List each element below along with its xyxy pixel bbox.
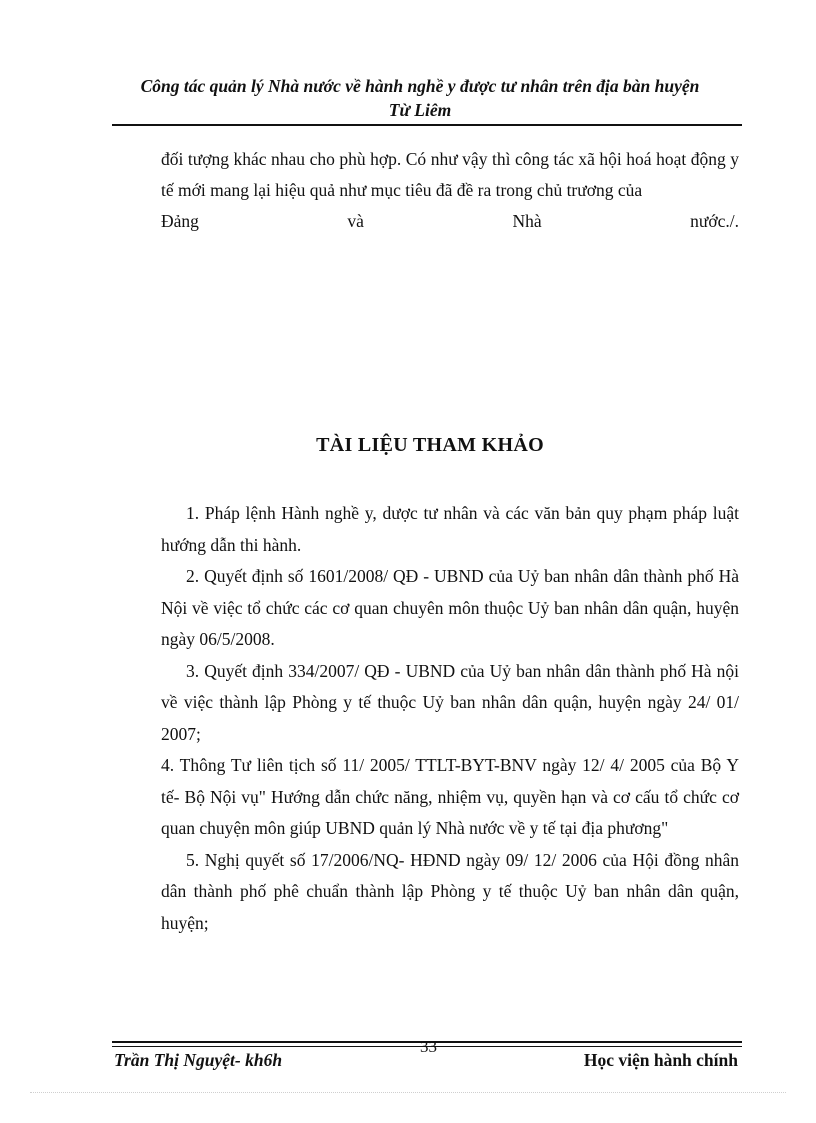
intro-word: nước./. <box>690 211 739 231</box>
intro-word: Đảng <box>161 211 199 231</box>
reference-item: 1. Pháp lệnh Hành nghề y, dược tư nhân và các văn bản quy phạm pháp luật hướng dẫn thi hành. <box>161 503 739 555</box>
footer-author: Trần Thị Nguyệt- kh6h <box>114 1050 283 1070</box>
page-bottom-divider <box>30 1092 786 1093</box>
reference-item: 5. Nghị quyết số 17/2006/NQ- HĐND ngày 09/ 12/ 2006 của Hội đồng nhân dân thành phố phê chuẩn thành lập Phòng y tế thuộc Uỷ ban nhân dân quận, huyện; <box>161 849 739 933</box>
footer-institution: Học viện hành chính <box>583 1050 738 1070</box>
header-title-line1: Công tác quản lý Nhà nước về hành nghề y được tư nhân trên địa bàn huyện <box>140 76 700 96</box>
page-number: 33 <box>420 1037 437 1056</box>
references-list <box>161 498 739 939</box>
page-header-title <box>100 74 740 122</box>
intro-last-line <box>161 206 739 237</box>
intro-paragraph <box>161 144 739 237</box>
reference-item: 4. Thông Tư liên tịch số 11/ 2005/ TTLT-BYT-BNV ngày 12/ 4/ 2005 của Bộ Y tế- Bộ Nội vụ" Hướng dẫn chức năng, nhiệm vụ, quyền hạn và cơ cấu tổ chức cơ quan chuyện môn giúp UBND quản lý Nhà nước về y tế tại địa phương" <box>161 755 739 838</box>
intro-word: và <box>347 211 364 231</box>
references-heading: TÀI LIỆU THAM KHẢO <box>316 434 544 456</box>
reference-item: 3. Quyết định 334/2007/ QĐ - UBND của Uỷ ban nhân dân thành phố Hà nội về việc thành lập Phòng y tế thuộc Uỷ ban nhân dân quận, huyện ngày 24/ 01/ 2007; <box>161 660 739 744</box>
header-rule <box>112 124 742 126</box>
intro-word: Nhà <box>512 211 542 231</box>
reference-item: 2. Quyết định số 1601/2008/ QĐ - UBND của Uỷ ban nhân dân thành phố Hà Nội về việc tổ chức các cơ quan chuyên môn thuộc Uỷ ban nhân dân quận, huyện ngày 06/5/2008. <box>161 566 739 649</box>
intro-text: đối tượng khác nhau cho phù hợp. Có như vậy thì công tác xã hội hoá hoạt động y tế mới mang lại hiệu quả như mục tiêu đã đề ra trong chủ trương của <box>161 149 739 200</box>
header-title-line2: Từ Liêm <box>388 100 452 120</box>
